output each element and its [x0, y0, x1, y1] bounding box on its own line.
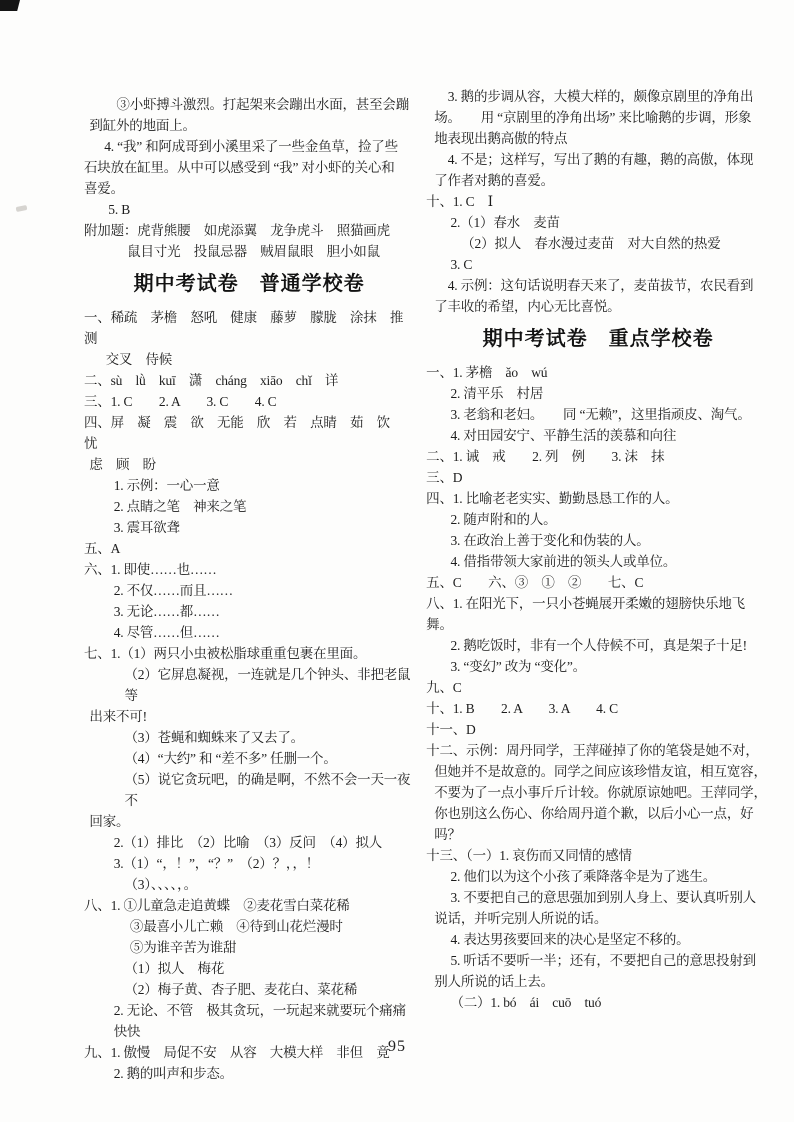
answer-line: 你也别这么伤心、你给周丹道个歉，以后小心一点，好吗？: [434, 806, 754, 842]
left-column: [84, 86, 414, 1084]
answer-line: 2. 不仅……而且……: [113, 583, 233, 598]
answer-line: 2. 清平乐 村居: [450, 386, 544, 401]
answer-line: 十一、D: [426, 722, 476, 737]
answer-line: 3. 老翁和老妇。 同 “无赖”，这里指顽皮、淘气。: [450, 407, 751, 422]
answer-line: 五、A: [84, 541, 121, 556]
answer-line: 五、C 六、③ ① ② 七、C: [426, 575, 644, 590]
answer-line: 出来不可!: [89, 709, 147, 724]
answer-line: （2）拟人 春水漫过麦苗 对大自然的热爱: [461, 236, 721, 251]
answer-line: 5. 听话不要听一半；还有，不要把自己的意思投射到: [450, 953, 756, 968]
answer-line: 4. 表达男孩要回来的决心是坚定不移的。: [450, 932, 690, 947]
answer-line: 十三、（一）1. 哀伤而又同情的感情: [426, 848, 632, 863]
answer-line: 十、1. B 2. A 3. A 4. C: [426, 701, 618, 716]
answer-line: 4. “我” 和阿成哥到小溪里采了一些金鱼草，捡了些: [104, 139, 398, 154]
answer-line: ③小虾搏斗激烈。打起架来会蹦出水面，甚至会蹦: [116, 97, 409, 112]
answer-line: 3. C: [450, 257, 473, 272]
answer-line: 说话，并听完别人所说的话。: [434, 911, 608, 926]
answer-line: 不要为了一点小事斤斤计较。你就原谅她吧。王萍同学，: [434, 785, 767, 800]
answer-line: ⑤为谁辛苦为谁甜: [129, 940, 237, 955]
answer-line: 二、sù lǜ kuī 潇 cháng xiāo chǐ 详: [84, 373, 339, 388]
answer-line: 鼠目寸光 投鼠忌器 贼眉鼠眼 胆小如鼠: [127, 244, 380, 259]
answer-line: 2. 鹅的叫声和步态。: [113, 1066, 233, 1081]
answer-line: （4）“大约” 和 “差不多” 任删一个。: [124, 751, 337, 766]
right-column: [426, 86, 770, 1084]
answer-line: 地表现出鹅高傲的特点: [434, 131, 568, 146]
answer-line: 2. 他们以为这个小孩了乘降落伞是为了逃生。: [450, 869, 717, 884]
answer-line: 四、1. 比喻老老实实、勤勤恳恳工作的人。: [426, 491, 679, 506]
answer-line: 九、1. 傲慢 局促不安 从容 大模大样 非但 竟: [84, 1045, 390, 1060]
answer-line: ③最喜小儿亡赖 ④待到山花烂漫时: [129, 919, 343, 934]
heading-midterm-ordinary-school: 期中考试卷 普通学校卷: [133, 273, 365, 295]
answer-line: （3）、、、、，。: [124, 877, 197, 892]
answer-line: 石块放在缸里。从中可以感受到 “我” 对小虾的关心和: [84, 160, 395, 175]
answer-line: 4. 不是；这样写，写出了鹅的有趣，鹅的高傲，体现: [447, 152, 754, 167]
answer-line: 回家。: [89, 814, 130, 829]
answer-line: 十、1. C Ⅰ: [426, 194, 493, 209]
scan-artifact-corner: [0, 0, 20, 11]
answer-line: 了作者对鹅的喜爱。: [434, 173, 554, 188]
answer-line: 喜爱。: [84, 181, 124, 196]
answer-line: 九、C: [426, 680, 462, 695]
answer-line: 一、稀疏 茅檐 怒吼 健康 藤萝 朦胧 涂抹 推测: [84, 310, 404, 346]
answer-line: （2）梅子黄、杏子肥、麦花白、菜花稀: [124, 982, 358, 997]
answer-line: （二）1. bó ái cuō tuó: [450, 995, 602, 1010]
answer-line: 2. 随声附和的人。: [450, 512, 557, 527]
answer-line: （1）拟人 梅花: [124, 961, 225, 976]
answer-line: 但她并不是故意的。同学之间应该珍惜友谊，相互宽容，: [434, 764, 767, 779]
answer-line: （3）苍蝇和蜘蛛来了又去了。: [124, 730, 304, 745]
answer-line: 八、1. ①儿童急走追黄蝶 ②麦花雪白菜花稀: [84, 898, 350, 913]
answer-line: 3.（1）“，！”，“？” （2）？，，！: [113, 856, 320, 871]
answer-line: 附加题：虎背熊腰 如虎添翼 龙争虎斗 照猫画虎: [84, 223, 390, 238]
answer-line: 三、D: [426, 470, 463, 485]
answer-line: 2.（1）排比 （2）比喻 （3）反问 （4）拟人: [113, 835, 383, 850]
answer-line: 二、1. 诫 戒 2. 列 例 3. 沫 抹: [426, 449, 665, 464]
answer-line: 虑 顾 盼: [89, 457, 156, 472]
answer-line: 2. 鹅吃饭时，非有一个人侍候不可，真是架子十足!: [450, 638, 747, 653]
answer-line: 三、1. C 2. A 3. C 4. C: [84, 394, 277, 409]
answer-line: 四、屏 凝 震 欲 无能 欣 若 点睛 茹 饮 忧: [84, 415, 404, 451]
page-number: 95: [388, 1038, 406, 1055]
answer-line: 5. B: [108, 202, 131, 217]
answer-line: （5）说它贪玩吧，的确是啊，不然不会一天一夜不: [124, 772, 411, 808]
answer-line: 3. 在政治上善于变化和伪装的人。: [450, 533, 650, 548]
answer-line: 六、1. 即使……也……: [84, 562, 217, 577]
answer-line: 4. 示例：这句话说明春天来了，麦苗拔节，农民看到: [447, 278, 754, 293]
answer-line: 4. 尽管……但……: [113, 625, 220, 640]
heading-midterm-key-school: 期中考试卷 重点学校卷: [482, 328, 714, 350]
answer-line: 了丰收的希望，内心无比喜悦。: [434, 299, 621, 314]
answer-line: 1. 示例：一心一意: [113, 478, 220, 493]
answer-line: 到缸外的地面上。: [89, 118, 196, 133]
answer-line: 场。 用 “京剧里的净角出场” 来比喻鹅的步调，形象: [434, 110, 752, 125]
answer-line: （2）它屏息凝视，一连就是几个钟头、非把老鼠等: [124, 667, 411, 703]
answer-line: 4. 借指带领大家前进的领头人或单位。: [450, 554, 677, 569]
answer-line: 2. 点睛之笔 神来之笔: [113, 499, 247, 514]
answer-line: 3. “变幻” 改为 “变化”。: [450, 659, 586, 674]
answer-line: 别人所说的话上去。: [434, 974, 554, 989]
answer-line: 2. 无论、不管 极其贪玩，一玩起来就要玩个痛痛快快: [113, 1003, 406, 1039]
answer-line: 八、1. 在阳光下，一只小苍蝇展开柔嫩的翅膀快乐地飞舞。: [426, 596, 745, 632]
answer-line: 七、1.（1）两只小虫被松脂球重重包裹在里面。: [84, 646, 367, 661]
answer-line: 十二、示例：周丹同学，王萍碰掉了你的笔袋是她不对，: [426, 743, 759, 758]
answer-line: 一、1. 茅檐 ǎo wú: [426, 365, 548, 380]
answer-line: 3. 不要把自己的意思强加到别人身上、要认真听别人: [450, 890, 756, 905]
answer-line: 3. 震耳欲聋: [113, 520, 180, 535]
answer-line: 交叉 侍候: [105, 352, 173, 367]
answer-line: 3. 无论……都……: [113, 604, 220, 619]
answer-line: 3. 鹅的步调从容，大模大样的，颇像京剧里的净角出: [447, 89, 754, 104]
answer-line: 4. 对田园安宁、平静生活的羡慕和向往: [450, 428, 677, 443]
answer-line: 2.（1）春水 麦苗: [450, 215, 560, 230]
